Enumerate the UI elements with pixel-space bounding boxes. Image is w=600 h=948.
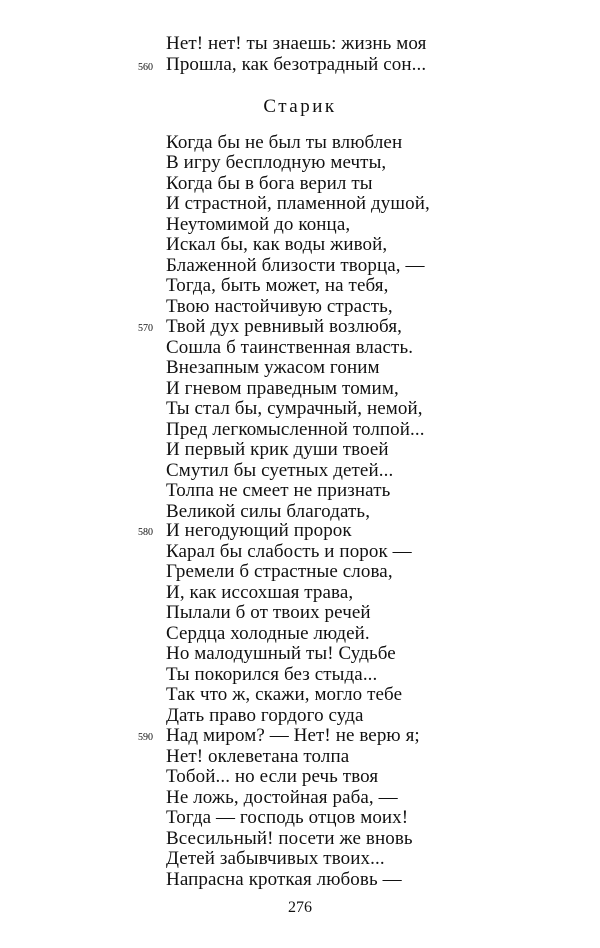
verse-line: Пылали б от твоих речей: [166, 602, 371, 623]
verse-line: Всесильный! посети же вновь: [166, 828, 413, 849]
verse-line: Гремели б страстные слова,: [166, 561, 393, 582]
verse-line: Внезапным ужасом гоним: [166, 357, 380, 378]
verse-line: Смутил бы суетных детей...: [166, 460, 394, 481]
verse-line: Сошла б таинственная власть.: [166, 337, 414, 358]
verse-line: Искал бы, как воды живой,: [166, 234, 388, 255]
verse-line: Толпа не смеет не признать: [166, 480, 391, 501]
verse-line: Карал бы слабость и порок —: [166, 541, 412, 562]
verse-line: Тобой... но если речь твоя: [166, 766, 379, 787]
verse-line: Тогда, быть может, на тебя,: [166, 275, 389, 296]
verse-line: И страстной, пламенной душой,: [166, 193, 430, 214]
line-number: 570: [138, 323, 153, 334]
verse-line: Пред легкомысленной толпой...: [166, 419, 425, 440]
verse-line: Не ложь, достойная раба, —: [166, 787, 398, 808]
line-number: 590: [138, 732, 153, 743]
verse-line: И первый крик души твоей: [166, 439, 389, 460]
verse-line: Прошла, как безотрадный сон...: [166, 54, 427, 75]
verse-line: И негодующий пророк: [166, 520, 352, 541]
line-number: 560: [138, 62, 153, 73]
verse-line: Тогда — господь отцов моих!: [166, 807, 409, 828]
verse-line: Великой силы благодать,: [166, 501, 371, 522]
verse-line: Так что ж, скажи, могло тебе: [166, 684, 403, 705]
verse-line: И гневом праведным томим,: [166, 378, 399, 399]
verse-line: Твой дух ревнивый возлюбя,: [166, 316, 403, 337]
verse-line: Напрасна кроткая любовь —: [166, 869, 402, 890]
verse-line: Детей забывчивых твоих...: [166, 848, 385, 869]
verse-line: Нет! нет! ты знаешь: жизнь моя: [166, 33, 427, 54]
verse-line: Но малодушный ты! Судьбе: [166, 643, 396, 664]
verse-line: И, как иссохшая трава,: [166, 582, 354, 603]
verse-line: Неутомимой до конца,: [166, 214, 351, 235]
verse-line: Когда бы не был ты влюблен: [166, 132, 403, 153]
line-number: 580: [138, 527, 153, 538]
verse-line: Ты покорился без стыда...: [166, 664, 378, 685]
verse-line: В игру бесплодную мечты,: [166, 152, 387, 173]
page-number: 276: [288, 899, 312, 916]
verse-line: Сердца холодные людей.: [166, 623, 370, 644]
verse-line: Твою настойчивую страсть,: [166, 296, 393, 317]
verse-line: Дать право гордого суда: [166, 705, 364, 726]
verse-line: Над миром? — Нет! не верю я;: [166, 725, 420, 746]
verse-line: Когда бы в бога верил ты: [166, 173, 373, 194]
section-heading: Старик: [263, 96, 337, 117]
verse-line: Нет! оклеветана толпа: [166, 746, 350, 767]
verse-line: Блаженной близости творца, —: [166, 255, 425, 276]
verse-line: Ты стал бы, сумрачный, немой,: [166, 398, 423, 419]
